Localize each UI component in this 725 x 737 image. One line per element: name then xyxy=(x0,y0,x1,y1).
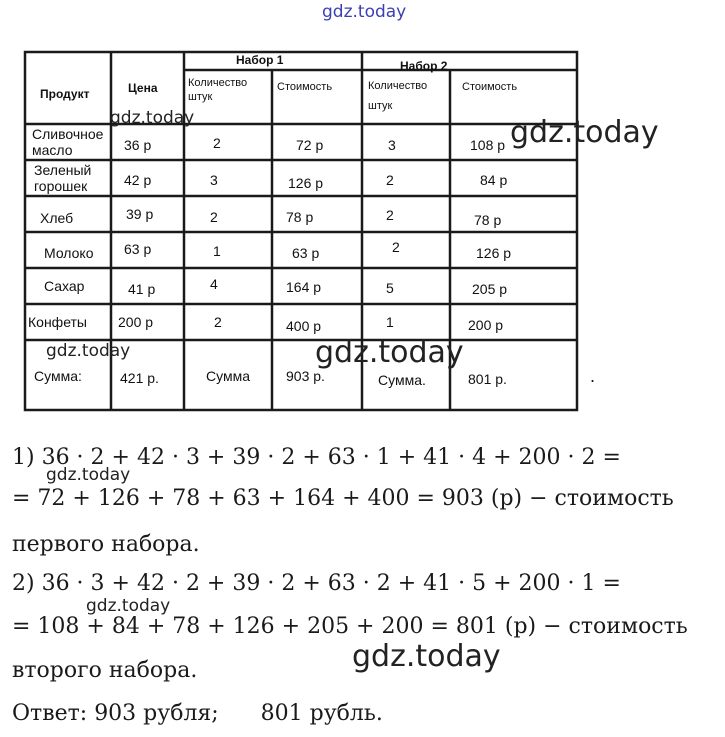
sum-set2: 801 р. xyxy=(468,371,507,387)
row-4-qty1: 1 xyxy=(213,243,221,259)
watermark-sol-2: gdz.today xyxy=(86,596,171,616)
header-qty1: Количество штук xyxy=(188,77,248,103)
header-set2: Набор 2 xyxy=(400,59,448,73)
stray-dot: . xyxy=(590,366,596,386)
solution-line-4: 2) 36 · 3 + 42 · 2 + 39 · 2 + 63 · 2 + 41 · 5 + 200 · 1 = xyxy=(12,571,621,596)
row-1-cost2: 108 р xyxy=(470,137,506,153)
answer-line: Ответ: 903 рубля; 801 рубль. xyxy=(12,701,383,726)
row-1-product: Сливочное масло xyxy=(32,126,104,158)
row-3-qty1: 2 xyxy=(210,209,218,225)
row-1-qty2: 3 xyxy=(388,137,396,153)
row-4-cost2: 126 р xyxy=(476,245,512,261)
row-3-price: 39 р xyxy=(126,206,154,222)
solution-line-6: второго набора. xyxy=(12,658,198,683)
header-price: Цена xyxy=(128,81,158,95)
row-2-price: 42 р xyxy=(124,172,152,188)
row-3-product: Хлеб xyxy=(40,210,74,226)
watermark-table-2: gdz.today xyxy=(510,115,659,150)
watermark-table-4: gdz.today xyxy=(315,335,464,370)
solution-line-2: = 72 + 126 + 78 + 63 + 164 + 400 = 903 (р) − стоимость xyxy=(12,486,674,511)
header-qty2: Количество штук xyxy=(368,80,428,112)
sum-label-set1: Сумма xyxy=(206,368,250,384)
row-2-qty2: 2 xyxy=(386,172,394,188)
row-6-product: Конфеты xyxy=(28,314,87,330)
row-4-price: 63 р xyxy=(124,241,152,257)
row-4-qty2: 2 xyxy=(392,239,400,255)
header-product: Продукт xyxy=(40,87,90,101)
row-1-qty1: 2 xyxy=(213,135,221,151)
watermark-sol-1: gdz.today xyxy=(46,465,131,485)
row-2-cost1: 126 р xyxy=(288,175,324,191)
header-set1: Набор 1 xyxy=(236,53,284,67)
row-3-cost2: 78 р xyxy=(474,212,502,228)
sum-label-set2: Сумма. xyxy=(378,372,426,388)
row-6-price: 200 р xyxy=(118,314,154,330)
row-5-cost1: 164 р xyxy=(286,279,322,295)
row-6-cost2: 200 р xyxy=(468,317,504,333)
row-2-cost2: 84 р xyxy=(480,172,508,188)
row-1-price: 36 р xyxy=(124,137,152,153)
solution-line-1: 1) 36 · 2 + 42 · 3 + 39 · 2 + 63 · 1 + 41 · 4 + 200 · 2 = xyxy=(12,445,621,470)
row-5-cost2: 205 р xyxy=(472,281,508,297)
row-6-qty2: 1 xyxy=(386,314,394,330)
row-2-product: Зеленый горошек xyxy=(34,162,92,194)
row-6-qty1: 2 xyxy=(214,314,222,330)
row-3-qty2: 2 xyxy=(386,207,394,223)
row-1-cost1: 72 р xyxy=(296,137,324,153)
header-cost1: Стоимость xyxy=(277,81,333,93)
watermark-table-1: gdz.today xyxy=(110,108,195,128)
row-4-cost1: 63 р xyxy=(292,245,320,261)
watermark-top: gdz.today xyxy=(322,2,407,22)
solution-line-3: первого набора. xyxy=(12,532,200,557)
sum-set1: 903 р. xyxy=(286,368,325,384)
row-3-cost1: 78 р xyxy=(286,209,314,225)
sum-price: 421 р. xyxy=(120,370,159,386)
row-6-cost1: 400 р xyxy=(286,318,322,334)
watermark-table-3: gdz.today xyxy=(46,341,131,361)
header-cost2: Стоимость xyxy=(462,81,518,93)
row-4-product: Молоко xyxy=(44,245,94,261)
solution-line-5: = 108 + 84 + 78 + 126 + 205 + 200 = 801 (р) − стоимость xyxy=(12,614,688,639)
row-2-qty1: 3 xyxy=(210,172,218,188)
row-5-qty2: 5 xyxy=(386,280,394,296)
row-5-price: 41 р xyxy=(128,281,156,297)
watermark-sol-3: gdz.today xyxy=(352,639,501,674)
sum-label: Сумма: xyxy=(34,368,82,384)
row-5-product: Сахар xyxy=(44,278,85,294)
row-5-qty1: 4 xyxy=(210,276,218,292)
